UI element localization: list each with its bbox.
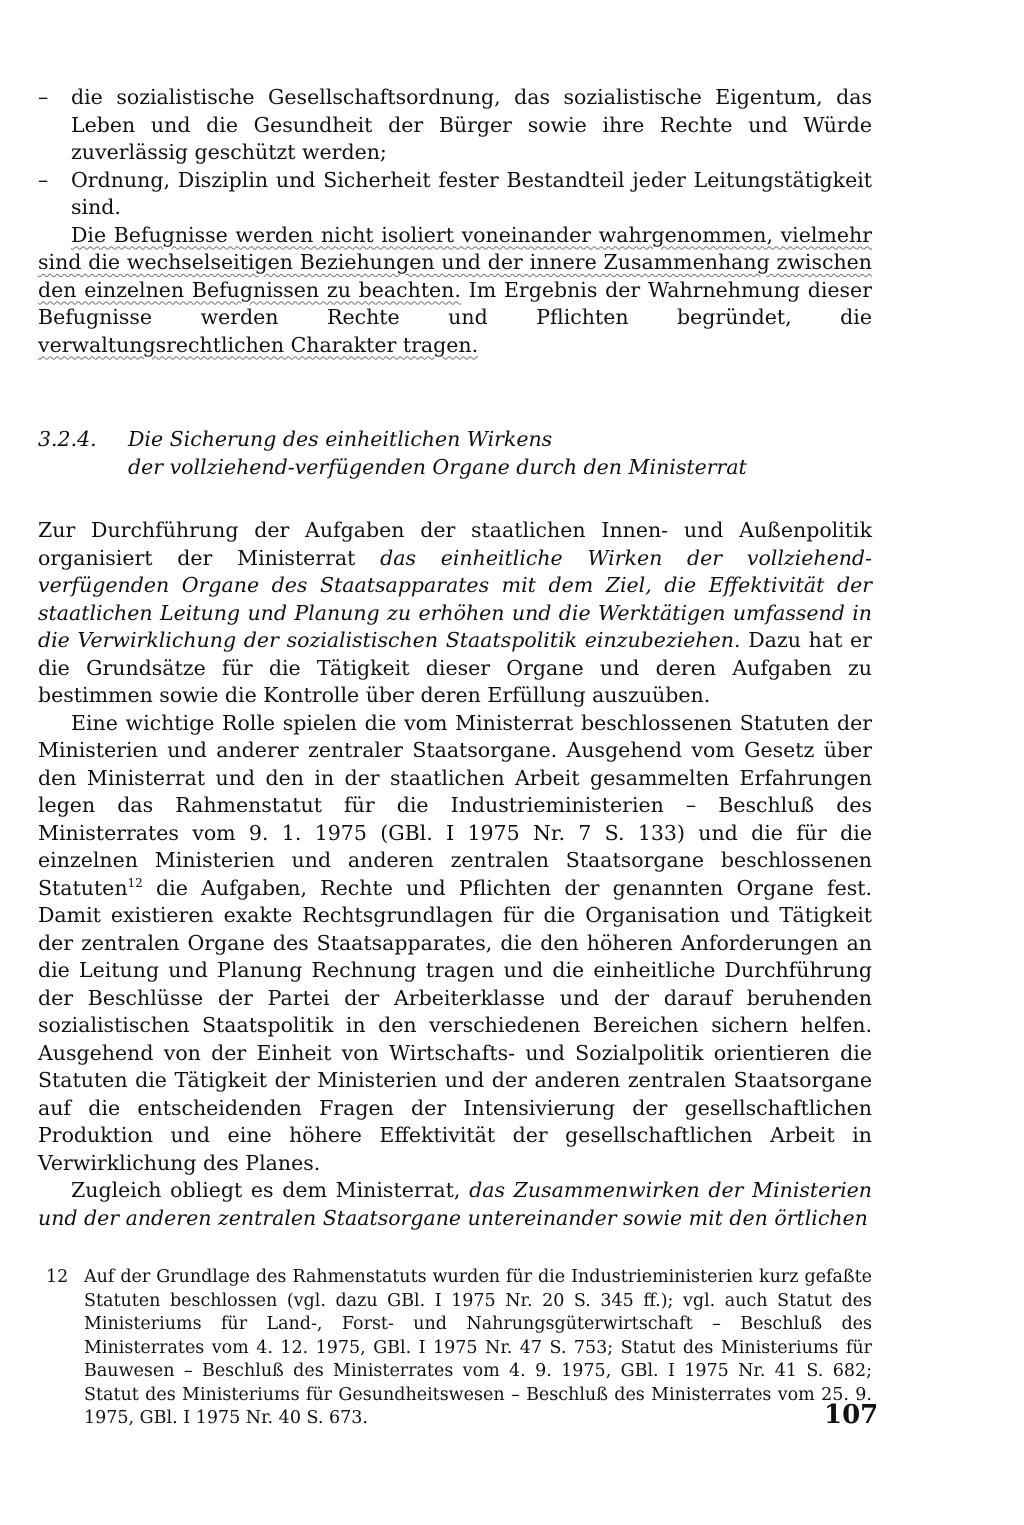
footnote-number: 12 [46, 1267, 69, 1287]
section-title [128, 425, 872, 481]
list-item-text: die sozialistische Gesellschaftsordnung, das sozialistische Eigentum, das Leben und die Gesundheit der Bürger sowie ihre Rechte und Würde zuverlässig geschützt werden; [71, 85, 872, 164]
list-item [38, 167, 872, 222]
body-paragraph [38, 1177, 872, 1232]
paragraph-text: Zur Durchführung der Aufgaben der staatlichen Innen- und Außenpolitik organisiert der Ministerrat [38, 518, 872, 570]
section-number: 3.2.4. [38, 427, 97, 451]
section-heading [38, 425, 872, 481]
paragraph-text: Im Ergebnis der Wahrnehmung dieser Befugnisse werden Rechte und Pflichten begründet, die [38, 277, 872, 329]
list-dash: – [38, 85, 49, 109]
section-body [38, 517, 872, 1232]
footnote-reference: 12 [127, 875, 143, 890]
underlined-text: verwaltungsrechtlichen Charakter tragen. [38, 332, 479, 357]
paragraph-text: Dazu hat er die Grundsätze für die Tätigkeit dieser Organe und deren Aufgaben zu bestimmen sowie die Kontrolle über deren Erfüllung auszuüben. [38, 628, 872, 707]
footnote-text: Auf der Grundlage des Rahmenstatuts wurden für die Industrieministerien kurz gefaßte Statuten beschlossen (vgl. dazu GBl. I 1975 Nr. 20 S. 345 ff.); vgl. auch Statut des Ministeriums für Land-, Forst- und Nahrungsgüterwirtschaft – Beschluß des Ministerrates vom 4. 12. 1975, GBl. I 1975 Nr. 47 S. 753; Statut des Ministeriums für Bauwesen – Beschluß des Ministerrates vom 4. 9. 1975, GBl. I 1975 Nr. 41 S. 682; Statut des Ministeriums für Gesundheitswesen – Beschluß des Ministerrates vom 25. 9. 1975, GBl. I 1975 Nr. 40 S. 673. [84, 1267, 872, 1428]
paragraph-text: Eine wichtige Rolle spielen die vom Ministerrat beschlossenen Statuten der Ministerien und anderer zentraler Staatsorgane. Ausgehend vom Gesetz über den Ministerrat und den in der staatlichen Arbeit gesammelten Erfahrungen legen das Rahmenstatut für die Industrieministerien – Beschluß des Ministerrates vom 9. 1. 1975 (GBl. I 1975 Nr. 7 S. 133) und die für die einzelnen Ministerien und anderen zentralen Staatsorgane beschlossenen Statuten [38, 710, 872, 900]
body-paragraph [38, 517, 872, 710]
list-item-text: Ordnung, Disziplin und Sicherheit fester Bestandteil jeder Leitungstätigkeit sind. [71, 167, 872, 219]
paragraph-text: die Aufgaben, Rechte und Pflichten der genannten Organe fest. Damit existieren exakte Rechtsgrundlagen für die Organisation und Tätigkeit der zentralen Organe des Staatsapparates, die den höheren Anforderungen an die Leitung und Planung Rechnung tragen und die einheitliche Durchführung der Beschlüsse der Partei der Arbeiterklasse und der darauf beruhenden sozialistischen Staatspolitik in den verschiedenen Bereichen sichern helfen. Ausgehend von der Einheit von Wirtschafts- und Sozialpolitik orientieren die Statuten die Tätigkeit der Ministerien und der anderen zentralen Staatsorgane auf die entscheidenden Fragen der Intensivierung der gesellschaftlichen Produktion und eine höhere Effektivität der gesellschaftlichen Arbeit in Verwirklichung des Planes. [38, 875, 872, 1175]
document-page [38, 84, 872, 1431]
footnote [38, 1266, 872, 1431]
underlined-text: Die Befugnisse werden nicht isoliert voneinander wahrgenommen, vielmehr sind die wechselseitigen Beziehungen und der innere Zusammenhang zwischen den einzelnen Befugnissen zu beachten. [38, 222, 872, 302]
emphasized-text: das Zusammenwirken der Ministerien und der anderen zentralen Staatsorgane untereinander sowie mit den örtlichen [38, 1178, 872, 1230]
section-title-line: Die Sicherung des einheitlichen Wirkens [128, 427, 553, 451]
list-dash: – [38, 167, 49, 192]
intro-paragraph [38, 222, 872, 360]
body-paragraph [38, 710, 872, 1178]
list-item [38, 84, 872, 167]
page-number: 107 [824, 1400, 879, 1430]
section-title-line: der vollziehend-verfügenden Organe durch den Ministerrat [128, 455, 747, 479]
paragraph-text: Zugleich obliegt es dem Ministerrat, [71, 1178, 470, 1202]
emphasized-text: das einheitliche Wirken der vollziehend-verfügenden Organe des Staatsapparates mit dem Ziel, die Effektivität der staatlichen Leitung und Planung zu erhöhen und die Werktätigen umfassend in die Verwirklichung der sozialistischen Staatspolitik einzubeziehen. [38, 545, 872, 652]
